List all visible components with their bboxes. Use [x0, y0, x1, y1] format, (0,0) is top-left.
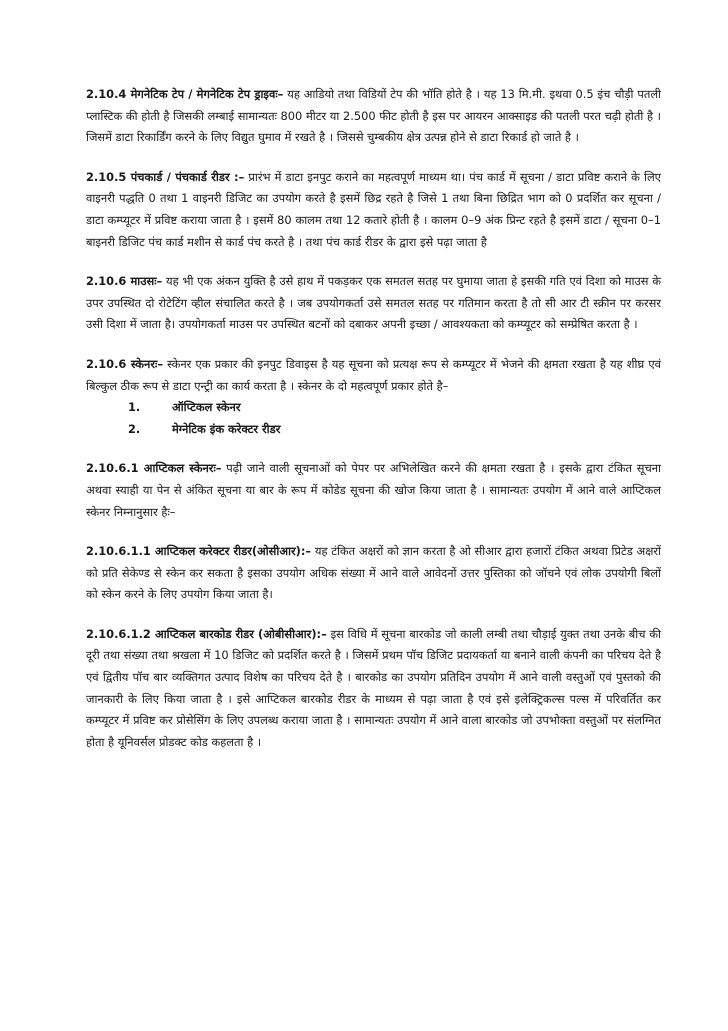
- list-item: [86, 419, 661, 441]
- section-body: यह भी एक अंकन युक्ति है उसे हाथ में पकड़कर एक समतल सतह पर घुमाया जाता हे इसकी गति एवं दिशा को माउस के उपर उपस्थित दो रोटेटिंग व्हील संचालित करते है । जब उपयोगकर्ता उसे समतल सतह पर गतिमान करता है तो सी आर टी स्क्रीन पर करसर उसी दिशा में जाता है। उपयोगकर्ता माउस पर उपस्थित बटनों को दबाकर अपनी इच्छा / आवश्यकता को कम्प्यूटर को सम्प्रेषित करता है ।: [86, 274, 661, 332]
- list-item-label: ऑप्टिकल स्केनर: [172, 400, 241, 415]
- section-heading: 2.10.6 माउसः–: [86, 274, 163, 289]
- section-heading: 2.10.6.1 आप्टिकल स्केनरः–: [86, 461, 222, 476]
- section-optical-scanner: [86, 458, 661, 523]
- section-obcr: [86, 624, 661, 754]
- section-heading: 2.10.5 पंचकार्ड / पंचकार्ड रीडर :–: [86, 169, 245, 184]
- list-item: [86, 397, 661, 419]
- list-item-number: 2.: [128, 421, 141, 436]
- list-item-number: 1.: [128, 400, 141, 415]
- document-page: [86, 84, 661, 771]
- section-heading: 2.10.6 स्केनरः–: [86, 356, 164, 371]
- section-body: स्केनर एक प्रकार की इनपुट डिवाइस है यह सूचना को प्रत्यक्ष रूप से कम्प्यूटर में भेजने की क्षमता रखता है यह शीघ्र एवं बिल्कुल ठीक रूप से डाटा एन्ट्री का कार्य करता है । स्केनर के दो महत्वपूर्ण प्रकार होते है–: [86, 356, 661, 393]
- section-body: प्रारंभ में डाटा इनपुट कराने का महत्वपूर्ण माध्यम था। पंच कार्ड में सूचना / डाटा प्रविष्ट कराने के लिए वाइनरी पद्धति 0 तथा 1 वाइनरी डिजिट का उपयोग करते है इसमें छिद्र रहते है जिसे 1 तथा बिना छिद्रित भाग को 0 प्रदर्शित कर सूचना / डाटा कम्प्यूटर में प्रविष्ट कराया जाता है । इसमें 80 कालम तथा 12 कतारे होती है । कालम 0–9 अंक प्रिन्ट रहते है इसमें डाटा / सूचना 0–1 बाइनरी डिजिट पंच कार्ड मशीन से कार्ड पंच करते है । तथा पंच कार्ड रीडर के द्वारा इसे पढ़ा जाता है: [86, 169, 661, 249]
- section-body: यह टंकित अक्षरों को ज्ञान करता है ओ सीआर द्वारा हजारों टंकित अथवा प्रिटेड अक्षरों को प्रति सेकेण्ड से स्केन कर सकता है इसका उपयोग अधिक संख्या में आने वाले आवेदनों उत्तर पुस्तिका को जॉचने एवं लोक उपयोगी बिलों को स्केन करने के लिए उपयोग किया जाता है।: [86, 544, 661, 602]
- section-heading: 2.10.4 मेगनेटिक टेप / मेगनेटिक टेप ड्राइवः–: [86, 87, 284, 101]
- section-body: पढ़ी जाने वाली सूचनाओं को पेपर पर अभिलेखित करने की क्षमता रखता है । इसके द्वारा टंकित सूचना अथवा स्याही या पेन से अंकित सूचना या बार के रूप में कोडेड सूचना की खोज किया जाता है । सामान्यतः उपयोग में आने वाले आप्टिकल स्केनर निम्नानुसार हैः–: [86, 461, 661, 519]
- section-scanner: [86, 354, 661, 440]
- section-body: यह आडियो तथा विडियों टेप की भॉति होते है । यह 13 मि.मी. इथवा 0.5 इंच चौड़ी पतली प्लास्टिक की होती है जिसकी लम्बाई सामान्यतः 800 मीटर या 2.500 फीट होती है इस पर आयरन आक्साइड की पतली परत चढ़ी होती है । जिसमें डाटा रिकार्डिंग करने के लिए विद्युत घुमाव में रखते है । जिससे चुम्बकीय क्षेत्र उत्पन्न होने से डाटा रिकार्ड हो जाते है ।: [86, 87, 662, 145]
- paragraph: [86, 84, 661, 149]
- list-item-label: मेग्नेटिक इंक करेक्टर रीडर: [172, 421, 281, 436]
- section-heading: 2.10.6.1.1 आप्टिकल करेक्टर रीडर(ओसीआर):–: [86, 544, 312, 559]
- section-ocr: [86, 541, 661, 606]
- paragraph: [86, 624, 661, 754]
- paragraph: [86, 541, 661, 606]
- section-punch-card: [86, 167, 661, 253]
- paragraph: [86, 458, 661, 523]
- paragraph: [86, 167, 661, 253]
- section-mouse: [86, 271, 661, 336]
- scanner-types-list: [86, 397, 661, 440]
- paragraph: [86, 354, 661, 397]
- section-body: इस विधि में सूचना बारकोड जो काली लम्बी तथा चौड़ाई युक्त तथा उनके बीच की दूरी तथा संख्या तथा श्रखला में 10 डिजिट को प्रदर्शित करते है । जिसमें प्रथम पॉच डिजिट प्रदायकर्ता या बनाने वाली कंपनी का परिचय देते है एवं द्वितीय पॉच बार व्यक्तिगत उत्पाद विशेष का परिचय देते है । बारकोड का उपयोग प्रतिदिन उपयोग में आने वाली वस्तुओं एवं पुस्तको की जानकारी के लिए किया जाता है । इसे आप्टिकल बारकोड रीडर के माध्यम से पढ़ा जाता है एवं इसे इलेक्ट्रिकल्स पल्स में परिवर्तित कर कम्प्यूटर में प्रविष्ट कर प्रोसेसिंग के लिए उपलब्ध कराया जाता है । सामान्यतः उपयोग में आने वाला बारकोड जो उपभोक्ता वस्तुओं पर संलग्नित होता है यूनिवर्सल प्रोडक्ट कोड कहलता है ।: [86, 626, 661, 749]
- section-magnetic-tape: [86, 84, 661, 149]
- paragraph: [86, 271, 661, 336]
- section-heading: 2.10.6.1.2 आप्टिकल बारकोड रीडर (ओबीसीआर):–: [86, 626, 327, 641]
